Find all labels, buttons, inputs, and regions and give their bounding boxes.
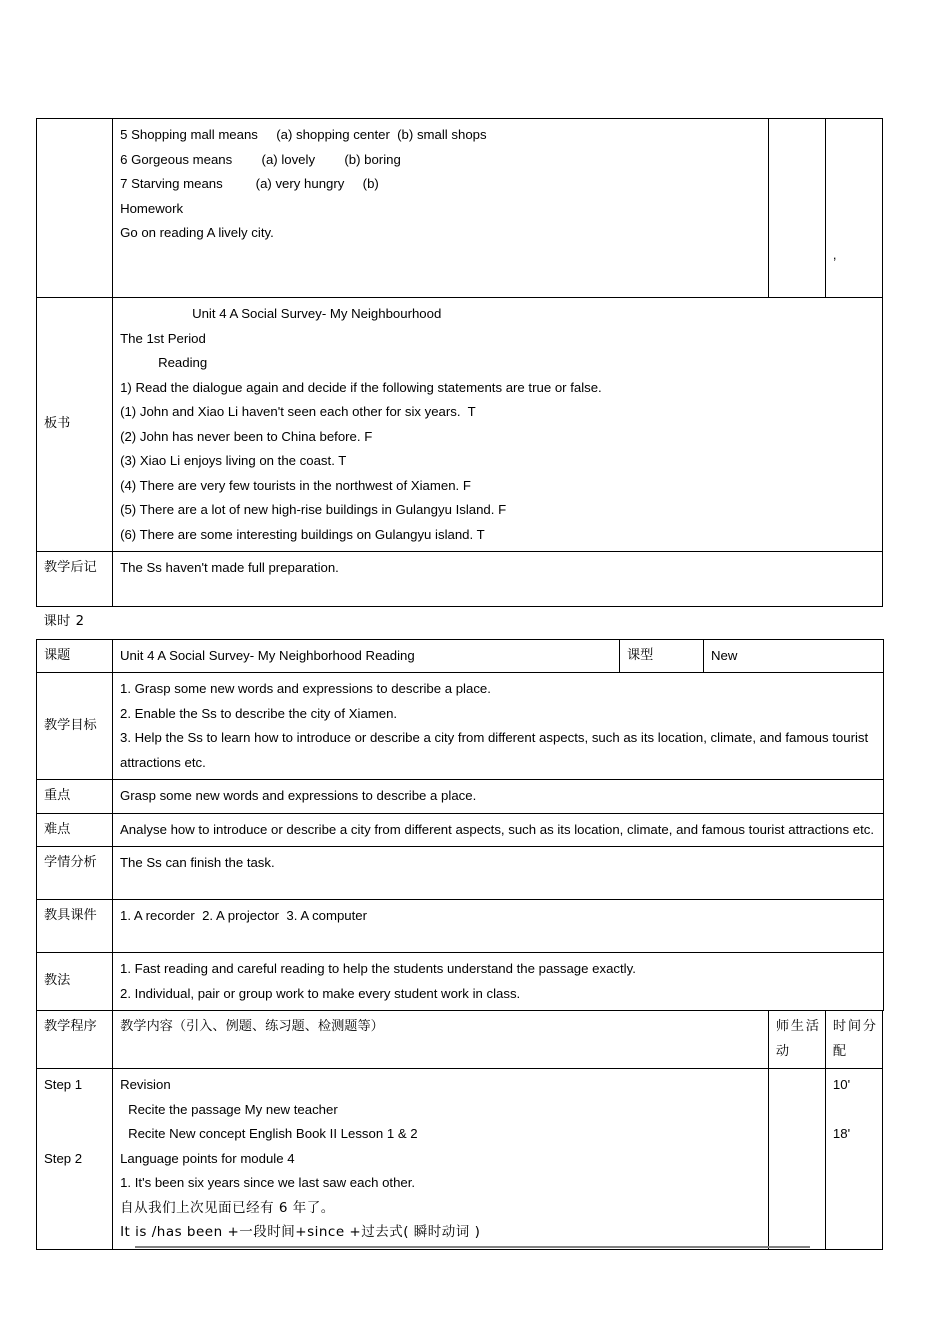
blackboard-subtitle: Reading <box>158 355 208 370</box>
lesson-plan-table-period-2 <box>36 606 884 1011</box>
blackboard-instruction: 1) Read the dialogue again and decide if the following statements are true or false. <box>120 379 602 395</box>
procedure-time-cell <box>825 1069 882 1250</box>
quiz-row-activity-cell <box>768 119 825 298</box>
document-body <box>36 118 883 1250</box>
quiz-row-content-cell <box>113 119 769 298</box>
quiz-row-label-cell <box>37 119 113 298</box>
blackboard-label: 板书 <box>37 298 113 552</box>
procedure-step-labels-cell <box>37 1069 113 1250</box>
blackboard-statement-5: (5) There are a lot of new high-rise buildings in Gulangyu Island. F <box>120 502 507 517</box>
teaching-aids-content-cell <box>113 900 884 953</box>
table-row-procedure-body <box>37 1069 883 1250</box>
teaching-procedure-table <box>36 1010 883 1250</box>
step-2-label: Step 2 <box>44 1150 83 1166</box>
blackboard-unit-title: Unit 4 A Social Survey- My Neighbourhood <box>192 306 442 321</box>
time-allocation-step-2: 18' <box>832 1126 851 1141</box>
period-banner-label: 课时 2 <box>37 606 884 639</box>
table-row-student-analysis <box>37 847 884 900</box>
method-item-1: 1. Fast reading and careful reading to help the students understand the passage exactly. <box>120 961 636 976</box>
table-row-key-points <box>37 780 884 814</box>
table-row-difficult-points <box>37 813 884 847</box>
blackboard-statement-4: (4) There are very few tourists in the northwest of Xiamen. F <box>120 477 471 493</box>
difficult-points-content-cell: Analyse how to introduce or describe a city from different aspects, such as its location, climate, and famous tourist attractions etc. <box>113 813 884 847</box>
objective-item-2: 2. Enable the Ss to describe the city of Xiamen. <box>120 705 398 721</box>
table-row-methods <box>37 953 884 1011</box>
quiz-line-6: 6 Gorgeous means (a) lovely (b) boring <box>120 151 401 167</box>
footer-separator-rule <box>135 1246 810 1248</box>
table-row-objectives <box>37 673 884 780</box>
procedure-line-recite-lessons: Recite New concept English Book II Lesson 1 & 2 <box>128 1126 418 1141</box>
procedure-line-example-sentence: 1. It's been six years since we last saw each other. <box>120 1175 416 1190</box>
methods-label: 教法 <box>37 953 113 1011</box>
procedure-line-structure: It is /has been +一段时间+since +过去式( 瞬时动词 ) <box>120 1224 481 1240</box>
student-analysis-label: 学情分析 <box>37 847 113 900</box>
objective-item-1: 1. Grasp some new words and expressions to describe a place. <box>120 681 491 696</box>
blackboard-statement-3: (3) Xiao Li enjoys living on the coast. T <box>120 453 347 468</box>
table-row-quiz-homework <box>37 119 883 298</box>
procedure-content-cell <box>113 1069 769 1250</box>
key-points-label: 重点 <box>37 780 113 814</box>
topic-label: 课题 <box>37 639 113 673</box>
blackboard-content-cell <box>113 298 883 552</box>
quiz-line-5: 5 Shopping mall means (a) shopping center (b) small shops <box>120 127 487 142</box>
blackboard-statement-1: (1) John and Xiao Li haven't seen each other for six years. T <box>120 404 476 419</box>
reflection-content-cell <box>113 552 883 607</box>
methods-content-cell <box>113 953 884 1011</box>
procedure-header-col1: 教学程序 <box>37 1011 113 1069</box>
table-row-procedure-header <box>37 1011 883 1069</box>
time-allocation-step-1: 10' <box>832 1077 851 1092</box>
objectives-label: 教学目标 <box>37 673 113 780</box>
student-analysis-text: The Ss can finish the task. <box>120 855 275 870</box>
procedure-line-recite-passage: Recite the passage My new teacher <box>128 1101 338 1117</box>
blackboard-period: The 1st Period <box>120 330 206 346</box>
procedure-line-language-points: Language points for module 4 <box>120 1150 295 1166</box>
quiz-row-time-value: , <box>832 247 837 262</box>
topic-value: Unit 4 A Social Survey- My Neighborhood Reading <box>113 639 620 673</box>
table-row-blackboard <box>37 298 883 552</box>
table-row-teaching-aids <box>37 900 884 953</box>
procedure-activity-cell <box>768 1069 825 1250</box>
blackboard-statement-6: (6) There are some interesting buildings on Gulangyu island. T <box>120 526 485 542</box>
objectives-content-cell <box>113 673 884 780</box>
table-row-reflection <box>37 552 883 607</box>
reflection-text: The Ss haven't made full preparation. <box>120 560 339 575</box>
quiz-line-7: 7 Starving means (a) very hungry (b) <box>120 176 379 191</box>
procedure-header-col4: 时间分配 <box>825 1011 882 1069</box>
lesson-type-label: 课型 <box>620 639 704 673</box>
student-analysis-content-cell <box>113 847 884 900</box>
procedure-header-col2: 教学内容（引入、例题、练习题、检测题等） <box>113 1011 769 1069</box>
method-item-2: 2. Individual, pair or group work to make every student work in class. <box>120 985 521 1001</box>
step-1-label: Step 1 <box>44 1077 83 1092</box>
difficult-points-label: 难点 <box>37 813 113 847</box>
procedure-header-col3: 师生活动 <box>768 1011 825 1069</box>
objective-item-3: 3. Help the Ss to learn how to introduce or describe a city from different aspects, such as its location, climate, and famous tourist attractions etc. <box>120 730 872 770</box>
lesson-plan-table-period-1 <box>36 118 883 607</box>
lesson-type-value: New <box>704 639 884 673</box>
teaching-aids-text: 1. A recorder 2. A projector 3. A computer <box>120 908 368 923</box>
reflection-label: 教学后记 <box>37 552 113 607</box>
procedure-line-translation: 自从我们上次见面已经有 6 年了。 <box>120 1199 335 1216</box>
homework-heading: Homework <box>120 200 184 216</box>
quiz-row-time-cell <box>825 119 882 298</box>
table-row-topic <box>37 639 884 673</box>
table-row-period-banner <box>37 606 884 639</box>
teaching-aids-label: 教具课件 <box>37 900 113 953</box>
procedure-line-revision: Revision <box>120 1077 171 1092</box>
blackboard-statement-2: (2) John has never been to China before. F <box>120 428 373 444</box>
homework-task: Go on reading A lively city. <box>120 225 274 240</box>
key-points-content-cell: Grasp some new words and expressions to describe a place. <box>113 780 884 814</box>
